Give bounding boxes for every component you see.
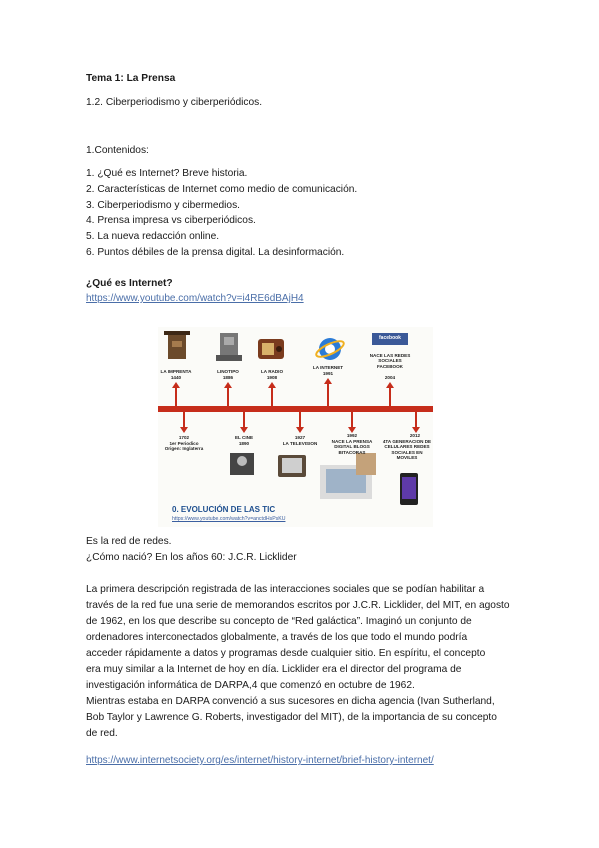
timeline-bottom-name: NACE LA PRENSA DIGITAL BLOGS BITACORAS bbox=[331, 439, 373, 455]
cinema-photo-icon bbox=[230, 453, 254, 475]
timeline-arrow-head bbox=[268, 382, 276, 388]
timeline-bottom-year: 1927 bbox=[294, 435, 306, 440]
timeline-arrow bbox=[327, 381, 329, 406]
paragraph-line: investigación informática de DARPA,4 que comenzó en octubre de 1962. bbox=[86, 680, 415, 691]
timeline-arrow bbox=[183, 412, 185, 428]
contents-item: 4. Prensa impresa vs ciberperiódicos. bbox=[86, 215, 256, 226]
source-link[interactable]: https://www.internetsociety.org/es/internet/history-internet/brief-history-internet/ bbox=[86, 755, 434, 766]
timeline-arrow-head bbox=[324, 378, 332, 384]
timeline-arrow-head bbox=[224, 382, 232, 388]
video-link[interactable]: https://www.youtube.com/watch?v=i4RE6dBAjH4 bbox=[86, 293, 304, 304]
figure-title: 0. EVOLUCIÓN DE LAS TIC bbox=[172, 505, 276, 514]
figure-url: https://www.youtube.com/watch?v=anctdHsPsKU bbox=[172, 516, 286, 522]
timeline-top-year: 1991 bbox=[322, 371, 334, 376]
paragraph-line: era muy similar a la Internet de hoy en día. Licklider era el director del programa de bbox=[86, 664, 462, 675]
timeline-top-name: NACE LAS REDES SOCIALES FACEBOOK bbox=[369, 353, 411, 369]
timeline-bottom-year: 1992 bbox=[346, 433, 358, 438]
contents-item: 5. La nueva redacción online. bbox=[86, 231, 220, 242]
timeline-bottom-name: 1er Periodico Origen: Inglaterra bbox=[164, 441, 204, 452]
paragraph-line: través de la red fue una serie de memorandos escritos por J.C.R. Licklider, del MIT, en agosto bbox=[86, 600, 510, 611]
timeline-arrow-head bbox=[296, 427, 304, 433]
timeline-arrow bbox=[271, 385, 273, 406]
printing-press-icon bbox=[164, 331, 190, 359]
timeline-top-name: LINOTIPO bbox=[217, 369, 239, 374]
contents-label: 1.Contenidos: bbox=[86, 145, 149, 156]
timeline-bottom-name: 4TA GENERACION DE CELULARES REDES SOCIALES EN MOVILES bbox=[382, 439, 432, 461]
radio-icon bbox=[258, 339, 284, 359]
timeline-bottom-year: 1702 bbox=[178, 435, 190, 440]
internet-explorer-icon bbox=[314, 338, 345, 360]
origin-line: ¿Cómo nació? En los años 60: J.C.R. Licklider bbox=[86, 552, 297, 563]
timeline-arrow-head bbox=[172, 382, 180, 388]
timeline-top-name: LA IMPRENTA bbox=[160, 369, 192, 374]
timeline-top-year: 1886 bbox=[222, 375, 234, 380]
timeline-arrow bbox=[299, 412, 301, 428]
section-title: ¿Qué es Internet? bbox=[86, 278, 173, 289]
timeline-bottom-name: EL CINE bbox=[234, 435, 254, 440]
timeline-top-name: LA RADIO bbox=[260, 369, 284, 374]
paragraph-line: La primera descripción registrada de las interacciones sociales que se podían habilitar a bbox=[86, 584, 485, 595]
timeline-arrow-head bbox=[180, 427, 188, 433]
timeline-arrow bbox=[175, 385, 177, 406]
timeline-arrow-head bbox=[386, 382, 394, 388]
timeline-arrow bbox=[415, 412, 417, 428]
contents-item: 6. Puntos débiles de la prensa digital. La desinformación. bbox=[86, 247, 345, 258]
document-subheading: 1.2. Ciberperiodismo y ciberperiódicos. bbox=[86, 97, 263, 108]
contents-item: 1. ¿Qué es Internet? Breve historia. bbox=[86, 168, 248, 179]
paragraph-line: ordenadores interconectados globalmente, a través de los que todo el mundo podría bbox=[86, 632, 468, 643]
timeline-axis bbox=[158, 406, 433, 412]
timeline-arrow bbox=[351, 412, 353, 428]
paragraph-line: de 1962, en los que describe su concepto de “Red galáctica”. Imaginó un conjunto de bbox=[86, 616, 472, 627]
linotype-icon bbox=[216, 333, 242, 361]
paragraph-line: Mientras estaba en DARPA convenció a sus sucesores en dicha agencia (Ivan Sutherland, bbox=[86, 696, 495, 707]
tic-timeline-figure bbox=[158, 327, 433, 527]
paragraph-line: Bob Taylor y Lawrence G. Roberts, investigador del MIT), de la importancia de su concepto bbox=[86, 712, 497, 723]
timeline-bottom-year: 1890 bbox=[238, 441, 250, 446]
facebook-label: facebook bbox=[379, 335, 401, 341]
timeline-arrow bbox=[389, 385, 391, 406]
timeline-top-year: 1908 bbox=[266, 375, 278, 380]
timeline-bottom-year: 2012 bbox=[409, 433, 421, 438]
paragraph-line: de red. bbox=[86, 728, 118, 739]
timeline-arrow-head bbox=[240, 427, 248, 433]
timeline-top-year: 2004 bbox=[384, 375, 396, 380]
timeline-top-year: 1440 bbox=[170, 375, 182, 380]
document-heading: Tema 1: La Prensa bbox=[86, 73, 176, 84]
contents-item: 3. Ciberperiodismo y cibermedios. bbox=[86, 200, 241, 211]
contents-item: 2. Características de Internet como medio de comunicación. bbox=[86, 184, 358, 195]
timeline-arrow bbox=[243, 412, 245, 428]
smartphone-icon bbox=[400, 473, 418, 505]
timeline-bottom-name: LA TELEVISION bbox=[282, 441, 318, 446]
television-icon bbox=[278, 455, 306, 477]
history-paragraph-1 bbox=[86, 582, 514, 742]
paragraph-line: acceder rápidamente a datos y programas desde cualquier sitio. En espíritu, el concepto bbox=[86, 648, 486, 659]
timeline-arrow bbox=[227, 385, 229, 406]
digital-press-icon bbox=[320, 453, 376, 499]
definition-line: Es la red de redes. bbox=[86, 536, 172, 547]
timeline-top-name: LA INTERNET bbox=[312, 365, 344, 370]
